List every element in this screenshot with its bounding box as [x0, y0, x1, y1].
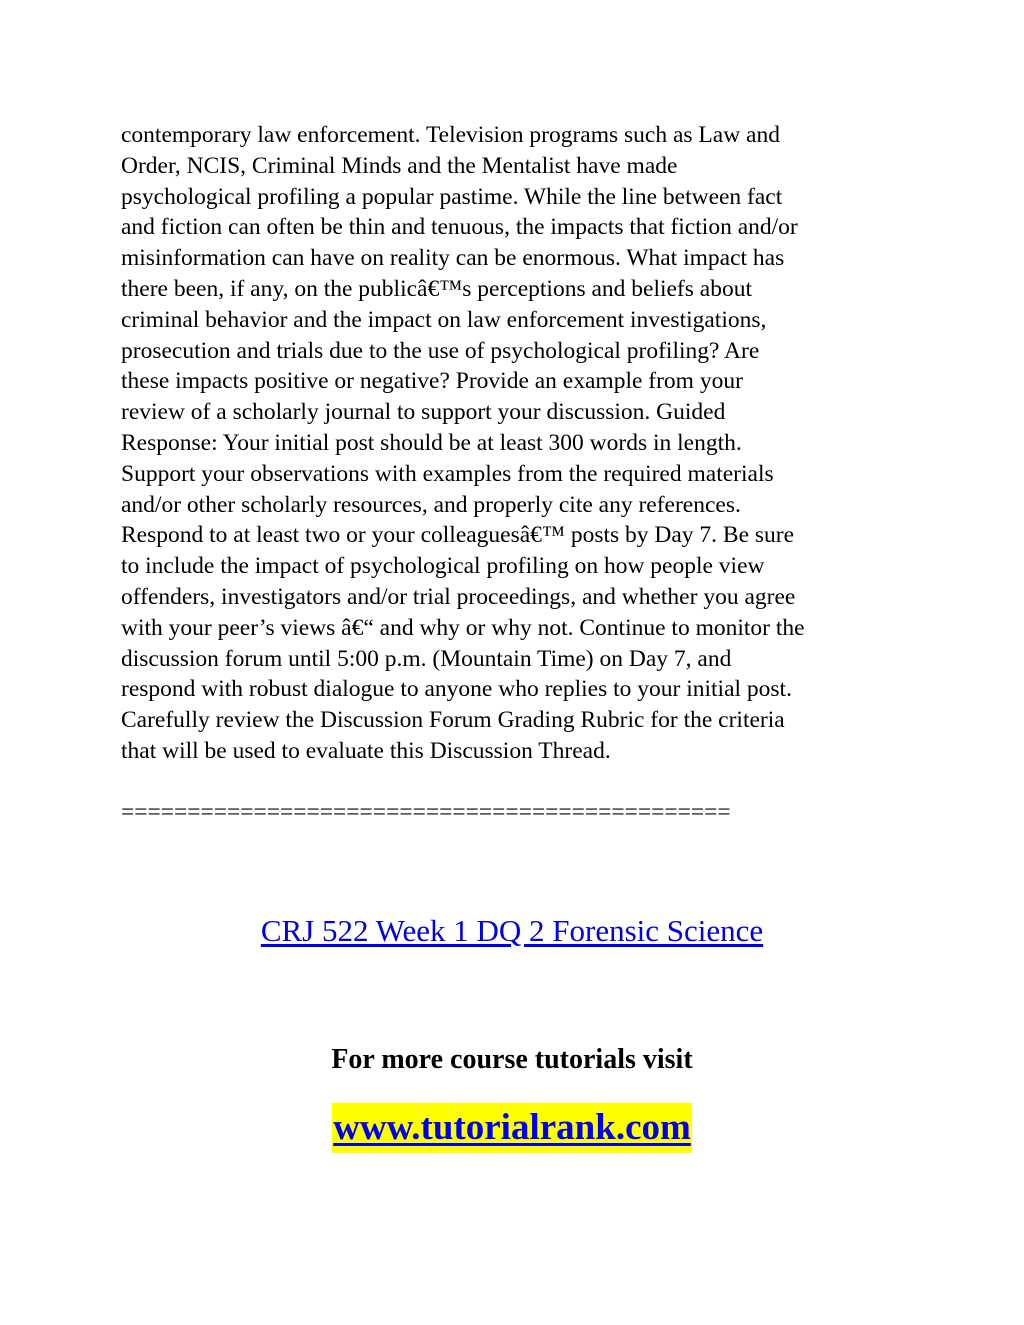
body-line: discussion forum until 5:00 p.m. (Mountain Time) on Day 7, and	[121, 645, 732, 672]
course-link-row	[0, 911, 1024, 951]
body-line: respond with robust dialogue to anyone who replies to your initial post.	[121, 676, 792, 703]
body-line: Order, NCIS, Criminal Minds and the Mentalist have made	[121, 152, 678, 179]
body-line: psychological profiling a popular pastime. While the line between fact	[121, 183, 783, 210]
body-line: misinformation can have on reality can be enormous. What impact has	[121, 245, 785, 272]
separator-line: ==============================================	[121, 799, 731, 825]
body-line: criminal behavior and the impact on law enforcement investigations,	[121, 306, 767, 333]
body-line: review of a scholarly journal to support your discussion. Guided	[121, 399, 726, 426]
body-line: to include the impact of psychological profiling on how people view	[121, 553, 765, 580]
body-line: prosecution and trials due to the use of psychological profiling? Are	[121, 337, 760, 364]
course-link[interactable]: CRJ 522 Week 1 DQ 2 Forensic Science	[260, 913, 764, 948]
body-line: Carefully review the Discussion Forum Grading Rubric for the criteria	[121, 707, 785, 734]
promo-heading: For more course tutorials visit	[331, 1044, 693, 1075]
body-line: Support your observations with examples from the required materials	[121, 460, 774, 487]
body-line: offenders, investigators and/or trial proceedings, and whether you agree	[121, 583, 796, 610]
site-link[interactable]: www.tutorialrank.com	[332, 1103, 692, 1153]
body-line: and fiction can often be thin and tenuous, the impacts that fiction and/or	[121, 214, 798, 241]
body-line: Response: Your initial post should be at least 300 words in length.	[121, 429, 742, 456]
body-line: and/or other scholarly resources, and properly cite any references.	[121, 491, 741, 518]
site-link-row	[0, 1103, 1024, 1153]
body-line: these impacts positive or negative? Provide an example from your	[121, 368, 743, 395]
body-line: there been, if any, on the publicâ€™s perceptions and beliefs about	[121, 275, 752, 302]
body-paragraph	[121, 120, 911, 767]
body-line: contemporary law enforcement. Television programs such as Law and	[121, 122, 780, 148]
body-line: that will be used to evaluate this Discussion Thread.	[121, 737, 611, 764]
body-line: with your peer’s views â€“ and why or why not. Continue to monitor the	[121, 614, 805, 641]
body-line: Respond to at least two or your colleaguesâ€™ posts by Day 7. Be sure	[121, 522, 795, 549]
